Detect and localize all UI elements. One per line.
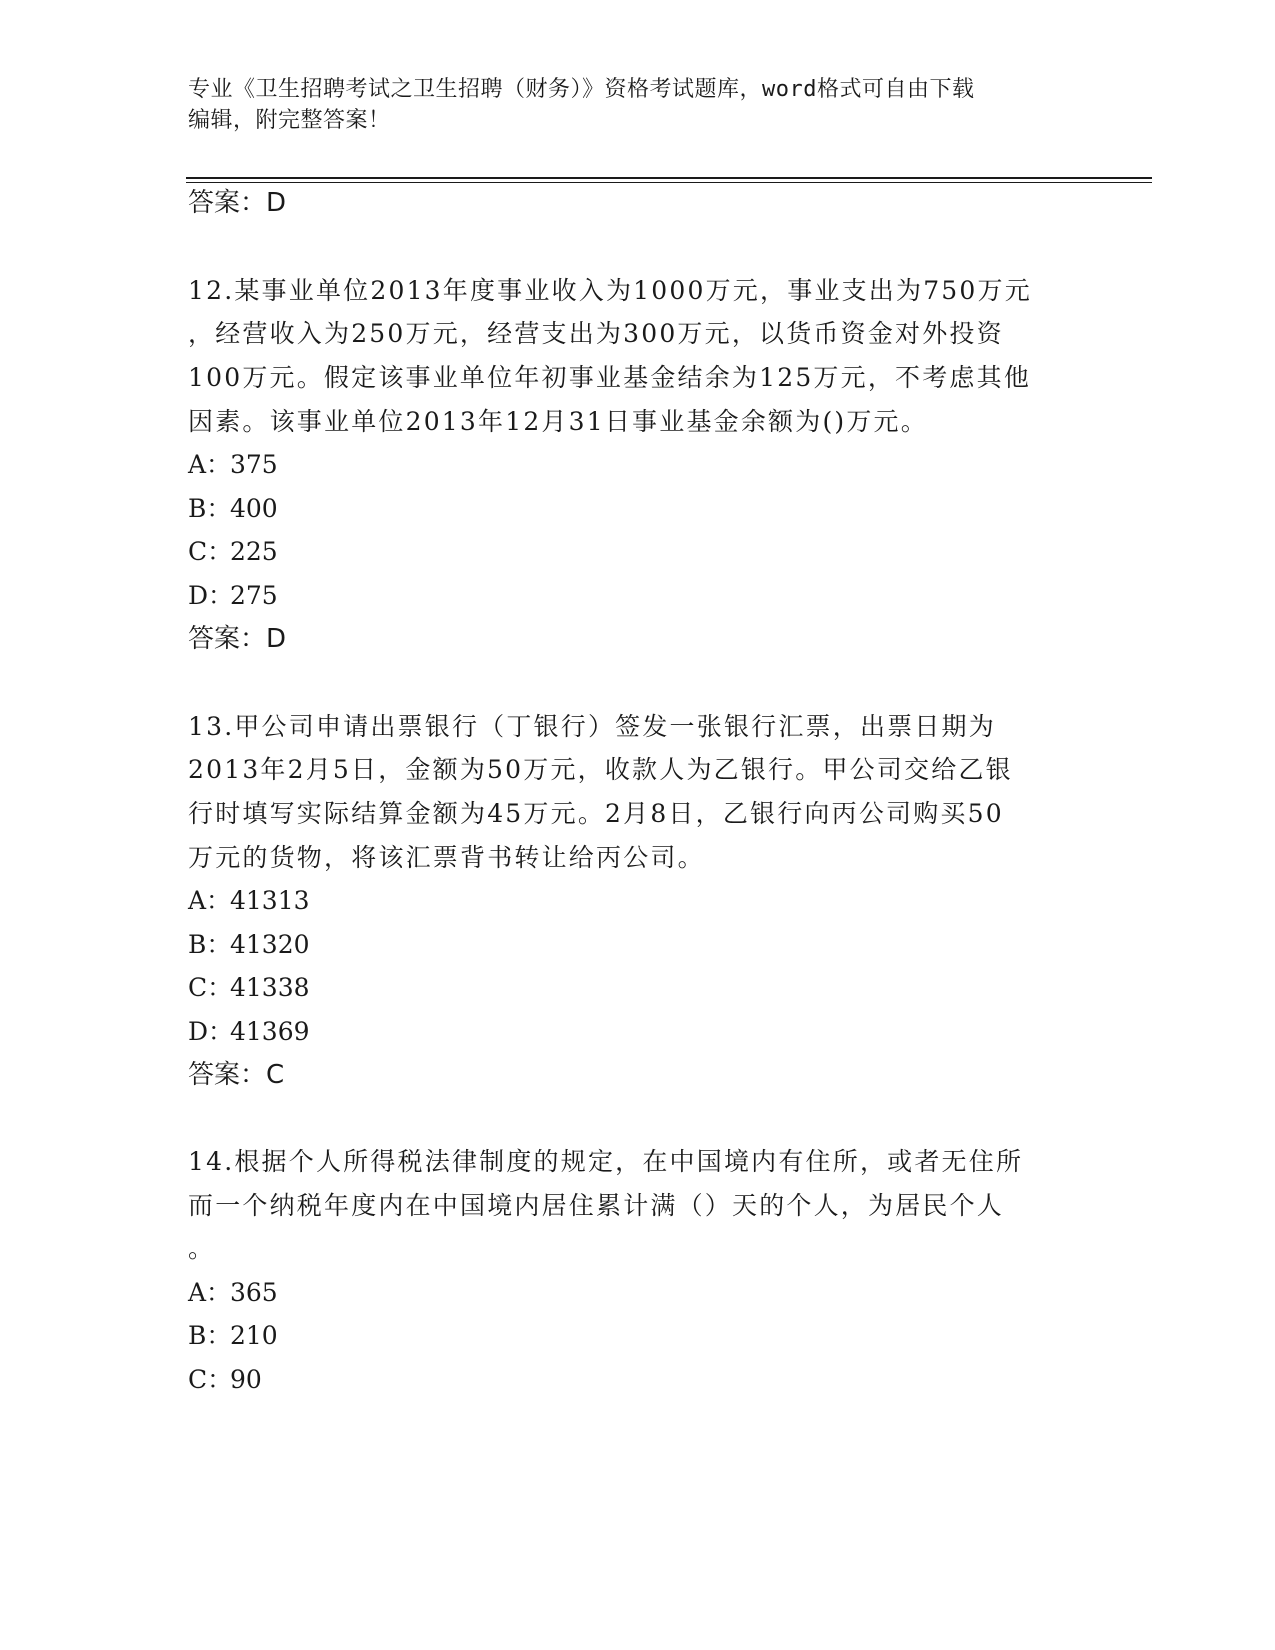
question-text-line: ，经营收入为250万元，经营支出为300万元，以货币资金对外投资 [188, 319, 1004, 348]
option-value: 400 [230, 494, 278, 523]
option-a [188, 886, 310, 916]
question-text-line: 100万元。假定该事业单位年初事业基金结余为125万元，不考虑其他 [188, 363, 1032, 392]
option-label: A： [188, 1278, 232, 1307]
option-label: B： [188, 494, 232, 523]
question-text-line: 行时填写实际结算金额为45万元。2月8日，乙银行向丙公司购买50 [188, 799, 1004, 828]
question-text-line: 14.根据个人所得税法律制度的规定，在中国境内有住所，或者无住所 [188, 1147, 1024, 1176]
question-text-line: 12.某事业单位2013年度事业收入为1000万元，事业支出为750万元 [188, 276, 1032, 305]
option-a [188, 1278, 278, 1308]
option-label: A： [188, 886, 232, 915]
option-b [188, 1321, 278, 1351]
option-c [188, 1365, 262, 1395]
option-c [188, 537, 278, 567]
option-label: C： [188, 973, 233, 1002]
option-value: 275 [230, 581, 278, 610]
option-c [188, 973, 310, 1003]
header-line-2: 编辑，附完整答案！ [188, 108, 391, 133]
question-text-line: 万元的货物，将该汇票背书转让给丙公司。 [188, 843, 705, 872]
answer: 答案：C [188, 1060, 285, 1090]
option-label: D： [188, 581, 234, 610]
previous-answer: 答案：D [188, 188, 287, 218]
header-line-1: 专业《卫生招聘考试之卫生招聘（财务）》资格考试题库，word格式可自由下载 [188, 77, 975, 102]
option-label: A： [188, 450, 232, 479]
option-value: 41313 [230, 886, 310, 915]
option-d [188, 581, 278, 611]
option-label: D： [188, 1017, 234, 1046]
answer: 答案：D [188, 624, 287, 654]
question-text-line: 因素。该事业单位2013年12月31日事业基金余额为()万元。 [188, 407, 928, 436]
document-header [188, 74, 1068, 136]
option-label: B： [188, 1321, 232, 1350]
option-value: 365 [230, 1278, 278, 1307]
option-d [188, 1017, 310, 1047]
option-value: 41320 [230, 930, 310, 959]
option-label: B： [188, 930, 232, 959]
option-value: 90 [230, 1365, 262, 1394]
option-value: 225 [230, 537, 278, 566]
option-a [188, 450, 278, 480]
option-value: 41338 [230, 973, 310, 1002]
header-divider-thick [186, 177, 1152, 179]
option-value: 41369 [230, 1017, 310, 1046]
option-b [188, 494, 278, 524]
question-text-line: 2013年2月5日，金额为50万元，收款人为乙银行。甲公司交给乙银 [188, 755, 1013, 784]
question-text-line: 而一个纳税年度内在中国境内居住累计满（）天的个人，为居民个人 [188, 1191, 1005, 1220]
header-divider-thin [186, 182, 1152, 183]
option-value: 375 [230, 450, 278, 479]
option-label: C： [188, 1365, 233, 1394]
question-text-line: 13.甲公司申请出票银行（丁银行）签发一张银行汇票，出票日期为 [188, 712, 996, 741]
option-b [188, 930, 310, 960]
option-value: 210 [230, 1321, 278, 1350]
question-text-line: 。 [188, 1234, 216, 1263]
option-label: C： [188, 537, 233, 566]
